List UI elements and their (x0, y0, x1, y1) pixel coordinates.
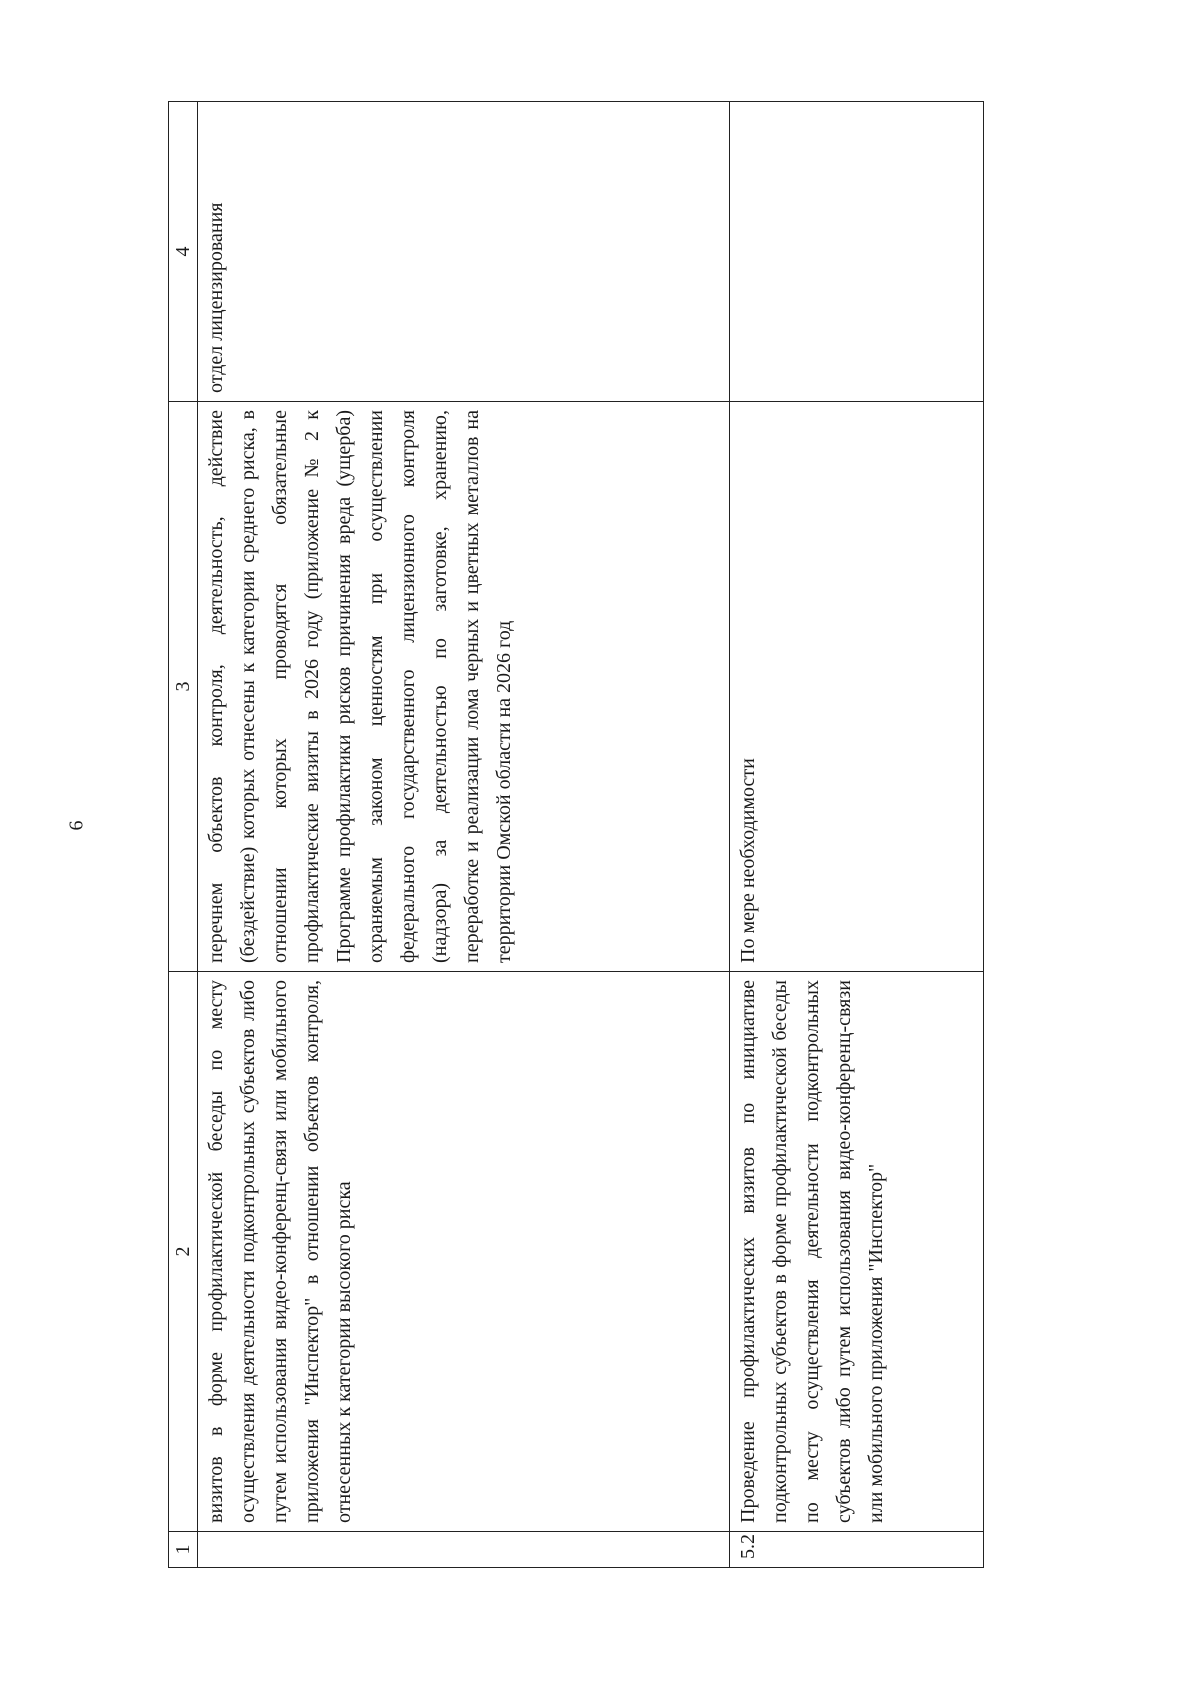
row1-timing: перечнем объектов контроля, деятельность, действие (бездействие) которых отнесены к категории среднего риска, в отношении которых проводятся обязательные профилактические визиты в 2026 году (приложение № 2 к Программе профилактики рисков причинения вреда (ущерба) охраняемым законом ценностям при осуществлении федерального государственного лицензионного контроля (надзора) за деятельностью по заготовке, хранению, переработке и реализации лома черных и цветных металлов на территории Омской области на 2026 год (198, 402, 730, 972)
row1-responsible: отдел лицензирования (198, 102, 730, 402)
table-row (730, 102, 984, 1568)
table-row (198, 102, 730, 1568)
header-col-3: 3 (169, 402, 198, 972)
header-col-1: 1 (169, 1532, 198, 1568)
page-number: 6 (65, 820, 88, 831)
row1-activity: визитов в форме профилактической беседы по месту осуществления деятельности подконтрольных субъектов либо путем использования видео-конференц-связи или мобильного приложения "Инспектор" в отношении объектов контроля, отнесенных к категории высокого риска (198, 972, 730, 1532)
row2-number: 5.2 (730, 1532, 984, 1568)
table-header-row (169, 102, 198, 1568)
row2-timing: По мере необходимости (730, 402, 984, 972)
row2-responsible (730, 102, 984, 402)
header-col-4: 4 (169, 102, 198, 402)
program-table (168, 101, 984, 1568)
rotated-table-container (168, 102, 984, 1568)
row1-number (198, 1532, 730, 1568)
row2-activity: Проведение профилактических визитов по инициативе подконтрольных субъектов в форме профилактической беседы по месту осуществления деятельности подконтрольных субъектов либо путем использования видео-конференц-связи или мобильного приложения "Инспектор" (730, 972, 984, 1532)
header-col-2: 2 (169, 972, 198, 1532)
